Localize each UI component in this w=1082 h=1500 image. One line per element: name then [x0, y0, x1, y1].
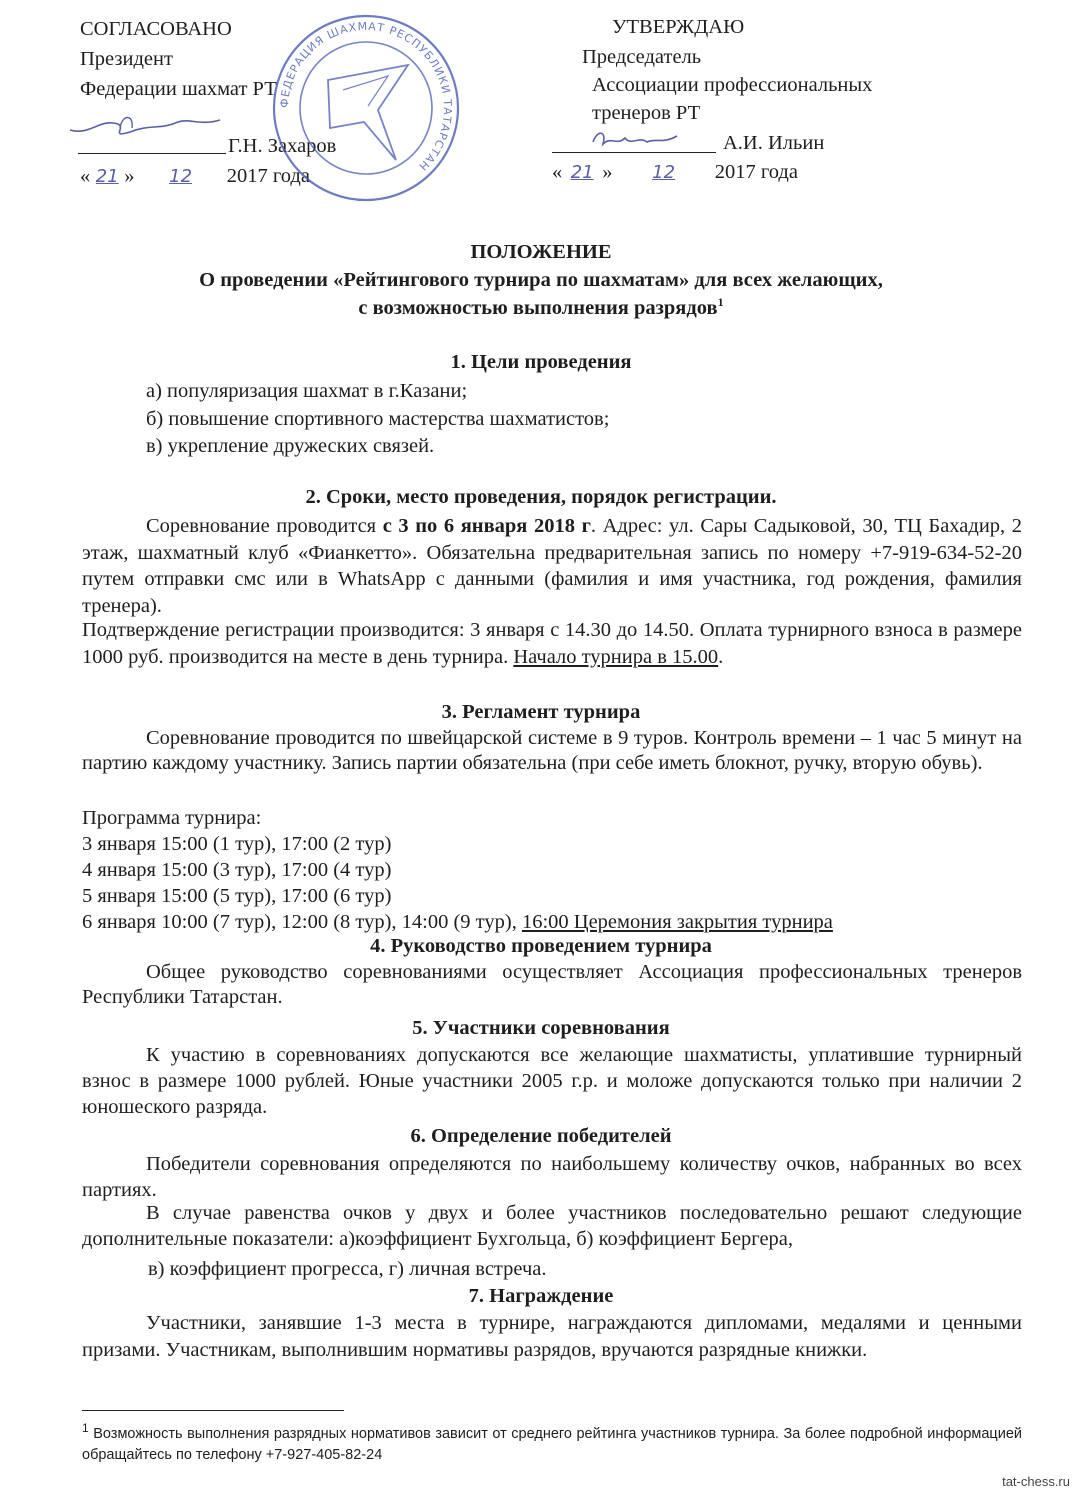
document-subtitle-line1: О проведении «Рейтингового турнира по шахматам» для всех желающих, [199, 269, 883, 291]
document-subtitle-line2 [0, 296, 1082, 320]
closing-ceremony: 16:00 Церемония закрытия турнира [521, 911, 833, 933]
section1-item: а) популяризация шахмат в г.Казани; [146, 380, 468, 402]
approval-left-role1: Президент [80, 48, 173, 70]
approval-left-name: Г.Н. Захаров [228, 135, 337, 157]
program-day: 3 января 15:00 (1 тур), 17:00 (2 тур) [82, 833, 392, 855]
section6-paragraph2: В случае равенства очков у двух и более участников последовательно решают следующие дополнительные показатели: а)коэффициент Бухгольца, б) коэффициент Бергера, [82, 1202, 1022, 1250]
program-day-last-text: 6 января 10:00 (7 тур), 12:00 (8 тур), 14:00 (9 тур), [82, 911, 522, 933]
approval-left-year: 2017 года [226, 165, 310, 187]
footnote-ref: 1 [717, 295, 724, 310]
approval-left-month: 12 [169, 166, 193, 187]
footnote-text: Возможность выполнения разрядных нормативов зависит от среднего рейтинга участников турнира. За более подробной информацией обращайтесь по телефону +7-927-405-82-24 [82, 1426, 1022, 1463]
section2-paragraph2 [82, 617, 1022, 670]
section6-paragraph3: в) коэффициент прогресса, г) личная встреча. [148, 1258, 547, 1280]
svg-text:ФЕДЕРАЦИЯ ШАХМАТ РЕСПУБЛИКИ ТА [278, 20, 454, 174]
section7-paragraph: Участники, занявшие 1-3 места в турнире, награждаются дипломами, медалями и ценными призами. Участникам, выполнившим нормативы разрядов, вручаются разрядные книжки. [82, 1312, 1022, 1361]
section4-heading: 4. Руководство проведением турнира [370, 935, 712, 957]
section2-p1-text: Соревнование проводится [146, 515, 383, 537]
approval-right-role1: Председатель [582, 46, 702, 68]
section2-heading: 2. Сроки, место проведения, порядок регистрации. [305, 486, 777, 508]
approval-right-month: 12 [652, 162, 676, 183]
section1-item: в) укрепление дружеских связей. [146, 435, 435, 457]
stamp-text: ФЕДЕРАЦИЯ ШАХМАТ РЕСПУБЛИКИ ТАТАРСТАН [277, 19, 455, 174]
approval-right-day: 21 [570, 162, 594, 183]
federation-stamp [268, 10, 464, 206]
approval-right-role2: Ассоциации профессиональных [592, 74, 873, 96]
section6-paragraph1: Победители соревнования определяются по наибольшему количеству очков, набранных во всех партиях. [82, 1153, 1022, 1201]
signature-line-left [78, 153, 226, 154]
date-open-quote: « [552, 161, 563, 183]
section2-paragraph1 [82, 513, 1022, 619]
approval-left-heading: СОГЛАСОВАНО [80, 18, 232, 40]
section1-heading: 1. Цели проведения [450, 351, 632, 373]
document-title: ПОЛОЖЕНИЕ [470, 241, 612, 263]
footnote-mark: 1 [82, 1421, 89, 1436]
section7-heading: 7. Награждение [468, 1285, 614, 1307]
section2-dates: с 3 по 6 января 2018 г [382, 515, 591, 537]
signature-left [60, 108, 230, 148]
approval-right-role3: тренеров РТ [592, 102, 701, 124]
section2-p2-text: Подтверждение регистрации производится: 3 января с 14.30 до 14.50. Оплата турнирного взноса в размере 1000 руб. производится на месте в день турнира. [82, 619, 1022, 668]
subtitle-text: с возможностью выполнения разрядов [358, 297, 718, 319]
section4-paragraph: Общее руководство соревнованиями осуществляет Ассоциация профессиональных тренеров Республики Татарстан. [82, 961, 1022, 1008]
approval-right-year: 2017 года [714, 161, 798, 183]
signature-right [585, 126, 705, 154]
date-open-quote: « [80, 165, 91, 187]
section6-heading: 6. Определение победителей [410, 1125, 672, 1147]
program-label: Программа турнира: [82, 807, 262, 829]
approval-left-day: 21 [95, 166, 119, 187]
approval-right-date [552, 160, 798, 185]
approval-right-heading: УТВЕРЖДАЮ [612, 16, 745, 38]
approval-left-role2: Федерации шахмат РТ [80, 78, 277, 100]
footnote [82, 1421, 1022, 1466]
approval-right-name: А.И. Ильин [723, 132, 825, 154]
date-close-quote: » [124, 165, 135, 187]
program-day-last [82, 910, 833, 934]
section3-heading: 3. Регламент турнира [441, 701, 641, 723]
section3-paragraph: Соревнование проводится по швейцарской системе в 9 туров. Контроль времени – 1 час 5 минут на партию каждому участнику. Запись партии обязательна (при себе иметь блокнот, ручку, вторую обувь). [82, 727, 1022, 774]
program-day: 5 января 15:00 (5 тур), 17:00 (6 тур) [82, 885, 392, 907]
date-close-quote: » [602, 161, 613, 183]
section2-p2-end: . [718, 645, 724, 668]
section5-paragraph: К участию в соревнованиях допускаются все желающие шахматисты, уплатившие турнирный взнос в размере 1000 рублей. Юные участники 2005 г.р. и моложе допускаются только при наличии 2 юношеского разряда. [82, 1044, 1022, 1118]
section5-heading: 5. Участники соревнования [412, 1017, 670, 1039]
section2-start-time: Начало турнира в 15.00 [513, 645, 719, 668]
section2-p1-rest: . Адрес: ул. Сары Садыковой, 30, ТЦ Бахадир, 2 этаж, шахматный клуб «Фианкетто». Обязательна предварительная запись по номеру +7-919-634-52-20 путем отправки смс или в WhatsApp с данными (фамилия и имя участника, год рождения, фамилия тренера). [82, 515, 1022, 617]
section1-item: б) повышение спортивного мастерства шахматистов; [146, 408, 610, 430]
watermark: tat-chess.ru [1002, 1474, 1070, 1489]
footnote-separator [82, 1410, 344, 1411]
program-day: 4 января 15:00 (3 тур), 17:00 (4 тур) [82, 859, 392, 881]
